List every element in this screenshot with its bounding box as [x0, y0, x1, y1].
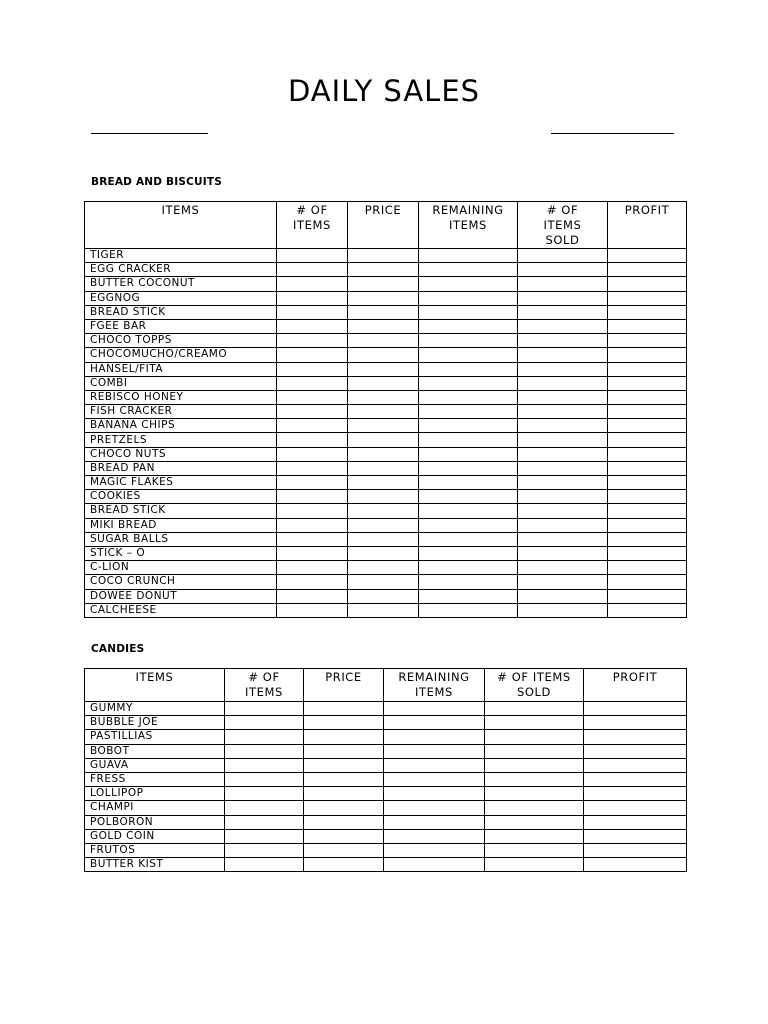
remaining-cell[interactable] — [419, 546, 518, 560]
profit-cell[interactable] — [584, 730, 687, 744]
price-cell[interactable] — [348, 532, 419, 546]
name-blank-line — [551, 119, 674, 134]
table-row — [85, 730, 687, 744]
sold-cell[interactable] — [485, 702, 584, 716]
remaining-cell[interactable] — [419, 433, 518, 447]
remaining-cell[interactable] — [419, 589, 518, 603]
table-row — [85, 376, 687, 390]
price-cell[interactable] — [304, 858, 384, 872]
count-cell[interactable] — [277, 575, 348, 589]
price-cell[interactable] — [348, 405, 419, 419]
page-title: DAILY SALES — [287, 74, 481, 108]
date-blank-line — [91, 119, 208, 134]
sold-cell[interactable] — [518, 476, 608, 490]
price-cell[interactable] — [348, 504, 419, 518]
sold-cell[interactable] — [518, 504, 608, 518]
candies-sales-table — [84, 668, 687, 872]
sold-cell[interactable] — [518, 575, 608, 589]
remaining-cell[interactable] — [419, 476, 518, 490]
price-cell[interactable] — [348, 305, 419, 319]
profit-cell[interactable] — [608, 348, 687, 362]
item-name-cell: EGGNOG — [85, 291, 277, 305]
item-name-cell: CHOCO TOPPS — [85, 334, 277, 348]
sold-cell[interactable] — [518, 603, 608, 617]
item-name-cell: PRETZELS — [85, 433, 277, 447]
table-row — [85, 476, 687, 490]
profit-cell[interactable] — [584, 801, 687, 815]
remaining-cell[interactable] — [419, 263, 518, 277]
item-name-cell: BUTTER KIST — [85, 858, 225, 872]
price-cell[interactable] — [304, 787, 384, 801]
remaining-cell[interactable] — [384, 801, 485, 815]
count-cell[interactable] — [277, 532, 348, 546]
remaining-cell[interactable] — [384, 858, 485, 872]
remaining-cell[interactable] — [384, 758, 485, 772]
profit-cell[interactable] — [608, 319, 687, 333]
count-cell[interactable] — [277, 405, 348, 419]
remaining-cell[interactable] — [419, 561, 518, 575]
count-cell[interactable] — [225, 702, 304, 716]
table-row — [85, 787, 687, 801]
item-name-cell: C-LION — [85, 561, 277, 575]
col-header-remaining: REMAINING ITEMS — [419, 202, 518, 249]
sold-cell[interactable] — [518, 433, 608, 447]
profit-cell[interactable] — [608, 490, 687, 504]
table-row — [85, 561, 687, 575]
profit-cell[interactable] — [584, 858, 687, 872]
profit-cell[interactable] — [608, 334, 687, 348]
remaining-cell[interactable] — [419, 461, 518, 475]
table-row — [85, 843, 687, 857]
item-name-cell: POLBORON — [85, 815, 225, 829]
remaining-cell[interactable] — [384, 829, 485, 843]
price-cell[interactable] — [304, 716, 384, 730]
col-header-profit: PROFIT — [608, 202, 687, 249]
profit-cell[interactable] — [608, 461, 687, 475]
count-cell[interactable] — [225, 772, 304, 786]
table-row — [85, 603, 687, 617]
table-row — [85, 589, 687, 603]
table-row — [85, 815, 687, 829]
price-cell[interactable] — [348, 476, 419, 490]
sold-cell[interactable] — [518, 291, 608, 305]
price-cell[interactable] — [348, 518, 419, 532]
table-row — [85, 277, 687, 291]
sold-cell[interactable] — [518, 348, 608, 362]
price-cell[interactable] — [348, 249, 419, 263]
remaining-cell[interactable] — [419, 362, 518, 376]
item-name-cell: MAGIC FLAKES — [85, 476, 277, 490]
profit-cell[interactable] — [608, 305, 687, 319]
item-name-cell: GOLD COIN — [85, 829, 225, 843]
remaining-cell[interactable] — [384, 744, 485, 758]
table-row — [85, 504, 687, 518]
sold-cell[interactable] — [518, 419, 608, 433]
item-name-cell: BANANA CHIPS — [85, 419, 277, 433]
table-row — [85, 772, 687, 786]
count-cell[interactable] — [225, 744, 304, 758]
profit-cell[interactable] — [608, 504, 687, 518]
price-cell[interactable] — [304, 772, 384, 786]
remaining-cell[interactable] — [384, 815, 485, 829]
sold-cell[interactable] — [518, 362, 608, 376]
table-row — [85, 461, 687, 475]
table-row — [85, 390, 687, 404]
sold-cell[interactable] — [485, 843, 584, 857]
price-cell[interactable] — [348, 277, 419, 291]
remaining-cell[interactable] — [419, 603, 518, 617]
price-cell[interactable] — [348, 433, 419, 447]
sold-cell[interactable] — [518, 589, 608, 603]
sold-cell[interactable] — [485, 744, 584, 758]
table-row — [85, 291, 687, 305]
profit-cell[interactable] — [608, 291, 687, 305]
profit-cell[interactable] — [608, 546, 687, 560]
profit-cell[interactable] — [608, 405, 687, 419]
count-cell[interactable] — [277, 546, 348, 560]
table-row — [85, 758, 687, 772]
count-cell[interactable] — [277, 561, 348, 575]
profit-cell[interactable] — [584, 702, 687, 716]
sold-cell[interactable] — [518, 277, 608, 291]
col-header-remaining: REMAINING ITEMS — [384, 669, 485, 702]
section-title-bread: BREAD AND BISCUITS — [91, 176, 222, 188]
profit-cell[interactable] — [608, 362, 687, 376]
item-name-cell: CALCHEESE — [85, 603, 277, 617]
profit-cell[interactable] — [584, 744, 687, 758]
price-cell[interactable] — [348, 490, 419, 504]
count-cell[interactable] — [225, 858, 304, 872]
item-name-cell: HANSEL/FITA — [85, 362, 277, 376]
sold-cell[interactable] — [518, 405, 608, 419]
remaining-cell[interactable] — [419, 575, 518, 589]
item-name-cell: MIKI BREAD — [85, 518, 277, 532]
count-cell[interactable] — [225, 730, 304, 744]
price-cell[interactable] — [304, 829, 384, 843]
item-name-cell: CHOCOMUCHO/CREAMO — [85, 348, 277, 362]
table-row — [85, 518, 687, 532]
sold-cell[interactable] — [485, 787, 584, 801]
table-row — [85, 532, 687, 546]
remaining-cell[interactable] — [419, 291, 518, 305]
price-cell[interactable] — [348, 589, 419, 603]
table-row — [85, 362, 687, 376]
col-header-items: ITEMS — [85, 669, 225, 702]
price-cell[interactable] — [348, 561, 419, 575]
count-cell[interactable] — [225, 801, 304, 815]
remaining-cell[interactable] — [384, 787, 485, 801]
table-row — [85, 575, 687, 589]
sold-cell[interactable] — [518, 546, 608, 560]
table-row — [85, 305, 687, 319]
sold-cell[interactable] — [485, 716, 584, 730]
sold-cell[interactable] — [518, 461, 608, 475]
profit-cell[interactable] — [608, 603, 687, 617]
price-cell[interactable] — [304, 815, 384, 829]
sold-cell[interactable] — [518, 334, 608, 348]
profit-cell[interactable] — [584, 843, 687, 857]
item-name-cell: CHOCO NUTS — [85, 447, 277, 461]
table-row — [85, 716, 687, 730]
item-name-cell: PASTILLIAS — [85, 730, 225, 744]
remaining-cell[interactable] — [419, 532, 518, 546]
item-name-cell: COOKIES — [85, 490, 277, 504]
item-name-cell: BUTTER COCONUT — [85, 277, 277, 291]
price-cell[interactable] — [348, 362, 419, 376]
price-cell[interactable] — [304, 758, 384, 772]
count-cell[interactable] — [277, 348, 348, 362]
count-cell[interactable] — [277, 447, 348, 461]
price-cell[interactable] — [348, 603, 419, 617]
table-row — [85, 419, 687, 433]
price-cell[interactable] — [348, 263, 419, 277]
item-name-cell: FRESS — [85, 772, 225, 786]
col-header-profit: PROFIT — [584, 669, 687, 702]
profit-cell[interactable] — [584, 758, 687, 772]
table-row — [85, 858, 687, 872]
profit-cell[interactable] — [608, 263, 687, 277]
remaining-cell[interactable] — [419, 305, 518, 319]
remaining-cell[interactable] — [419, 490, 518, 504]
count-cell[interactable] — [277, 305, 348, 319]
count-cell[interactable] — [277, 461, 348, 475]
price-cell[interactable] — [348, 461, 419, 475]
count-cell[interactable] — [277, 249, 348, 263]
profit-cell[interactable] — [608, 575, 687, 589]
sold-cell[interactable] — [518, 263, 608, 277]
count-cell[interactable] — [277, 518, 348, 532]
count-cell[interactable] — [225, 815, 304, 829]
remaining-cell[interactable] — [419, 319, 518, 333]
col-header-price: PRICE — [348, 202, 419, 249]
col-header-sold: # OF ITEMS SOLD — [518, 202, 608, 249]
count-cell[interactable] — [277, 476, 348, 490]
profit-cell[interactable] — [608, 447, 687, 461]
profit-cell[interactable] — [608, 249, 687, 263]
profit-cell[interactable] — [608, 390, 687, 404]
item-name-cell: GUAVA — [85, 758, 225, 772]
sold-cell[interactable] — [485, 829, 584, 843]
table-row — [85, 433, 687, 447]
price-cell[interactable] — [348, 319, 419, 333]
profit-cell[interactable] — [584, 787, 687, 801]
remaining-cell[interactable] — [419, 390, 518, 404]
price-cell[interactable] — [348, 575, 419, 589]
table-row — [85, 334, 687, 348]
table-row — [85, 447, 687, 461]
profit-cell[interactable] — [584, 829, 687, 843]
sold-cell[interactable] — [485, 858, 584, 872]
profit-cell[interactable] — [584, 815, 687, 829]
item-name-cell: BREAD PAN — [85, 461, 277, 475]
price-cell[interactable] — [348, 447, 419, 461]
table-row — [85, 829, 687, 843]
remaining-cell[interactable] — [419, 348, 518, 362]
remaining-cell[interactable] — [419, 504, 518, 518]
item-name-cell: BOBOT — [85, 744, 225, 758]
profit-cell[interactable] — [608, 532, 687, 546]
section-title-candies: CANDIES — [91, 643, 145, 655]
count-cell[interactable] — [277, 291, 348, 305]
sold-cell[interactable] — [485, 730, 584, 744]
profit-cell[interactable] — [608, 476, 687, 490]
sold-cell[interactable] — [485, 758, 584, 772]
count-cell[interactable] — [277, 277, 348, 291]
table-row — [85, 263, 687, 277]
table-row — [85, 801, 687, 815]
table-row — [85, 744, 687, 758]
sold-cell[interactable] — [518, 490, 608, 504]
price-cell[interactable] — [304, 843, 384, 857]
sold-cell[interactable] — [518, 376, 608, 390]
remaining-cell[interactable] — [419, 249, 518, 263]
price-cell[interactable] — [348, 376, 419, 390]
remaining-cell[interactable] — [384, 843, 485, 857]
item-name-cell: FRUTOS — [85, 843, 225, 857]
item-name-cell: COCO CRUNCH — [85, 575, 277, 589]
count-cell[interactable] — [225, 716, 304, 730]
item-name-cell: STICK – O — [85, 546, 277, 560]
table-row — [85, 546, 687, 560]
sold-cell[interactable] — [518, 532, 608, 546]
remaining-cell[interactable] — [384, 730, 485, 744]
count-cell[interactable] — [277, 433, 348, 447]
profit-cell[interactable] — [608, 376, 687, 390]
item-name-cell: EGG CRACKER — [85, 263, 277, 277]
sold-cell[interactable] — [518, 518, 608, 532]
price-cell[interactable] — [304, 744, 384, 758]
profit-cell[interactable] — [608, 277, 687, 291]
item-name-cell: BREAD STICK — [85, 504, 277, 518]
col-header-price: PRICE — [304, 669, 384, 702]
item-name-cell: TIGER — [85, 249, 277, 263]
count-cell[interactable] — [277, 362, 348, 376]
item-name-cell: BUBBLE JOE — [85, 716, 225, 730]
sold-cell[interactable] — [518, 447, 608, 461]
item-name-cell: GUMMY — [85, 702, 225, 716]
count-cell[interactable] — [277, 603, 348, 617]
remaining-cell[interactable] — [419, 518, 518, 532]
sold-cell[interactable] — [518, 390, 608, 404]
remaining-cell[interactable] — [419, 334, 518, 348]
price-cell[interactable] — [348, 546, 419, 560]
remaining-cell[interactable] — [419, 405, 518, 419]
profit-cell[interactable] — [608, 419, 687, 433]
item-name-cell: DOWEE DONUT — [85, 589, 277, 603]
profit-cell[interactable] — [608, 561, 687, 575]
remaining-cell[interactable] — [384, 772, 485, 786]
bread-sales-table — [84, 201, 687, 618]
count-cell[interactable] — [277, 263, 348, 277]
price-cell[interactable] — [348, 419, 419, 433]
count-cell[interactable] — [277, 504, 348, 518]
remaining-cell[interactable] — [419, 419, 518, 433]
count-cell[interactable] — [277, 419, 348, 433]
item-name-cell: REBISCO HONEY — [85, 390, 277, 404]
table-row — [85, 348, 687, 362]
table-header-row — [85, 202, 687, 249]
price-cell[interactable] — [348, 291, 419, 305]
table-row — [85, 702, 687, 716]
item-name-cell: LOLLIPOP — [85, 787, 225, 801]
sold-cell[interactable] — [518, 561, 608, 575]
item-name-cell: SUGAR BALLS — [85, 532, 277, 546]
col-header-items: ITEMS — [85, 202, 277, 249]
price-cell[interactable] — [304, 801, 384, 815]
remaining-cell[interactable] — [419, 447, 518, 461]
count-cell[interactable] — [225, 843, 304, 857]
profit-cell[interactable] — [608, 589, 687, 603]
count-cell[interactable] — [277, 390, 348, 404]
sold-cell[interactable] — [518, 249, 608, 263]
item-name-cell: FISH CRACKER — [85, 405, 277, 419]
price-cell[interactable] — [348, 334, 419, 348]
table-row — [85, 319, 687, 333]
col-header-count: # OF ITEMS — [225, 669, 304, 702]
count-cell[interactable] — [277, 589, 348, 603]
profit-cell[interactable] — [584, 716, 687, 730]
sold-cell[interactable] — [518, 305, 608, 319]
count-cell[interactable] — [277, 376, 348, 390]
count-cell[interactable] — [277, 319, 348, 333]
count-cell[interactable] — [225, 758, 304, 772]
sold-cell[interactable] — [485, 772, 584, 786]
count-cell[interactable] — [225, 829, 304, 843]
sold-cell[interactable] — [518, 319, 608, 333]
remaining-cell[interactable] — [384, 716, 485, 730]
item-name-cell: BREAD STICK — [85, 305, 277, 319]
item-name-cell: CHAMPI — [85, 801, 225, 815]
col-header-count: # OF ITEMS — [277, 202, 348, 249]
sold-cell[interactable] — [485, 801, 584, 815]
remaining-cell[interactable] — [384, 702, 485, 716]
remaining-cell[interactable] — [419, 277, 518, 291]
count-cell[interactable] — [277, 490, 348, 504]
sold-cell[interactable] — [485, 815, 584, 829]
col-header-sold: # OF ITEMS SOLD — [485, 669, 584, 702]
price-cell[interactable] — [304, 730, 384, 744]
count-cell[interactable] — [225, 787, 304, 801]
count-cell[interactable] — [277, 334, 348, 348]
table-header-row — [85, 669, 687, 702]
item-name-cell: FGEE BAR — [85, 319, 277, 333]
item-name-cell: COMBI — [85, 376, 277, 390]
profit-cell[interactable] — [608, 433, 687, 447]
price-cell[interactable] — [348, 390, 419, 404]
table-row — [85, 405, 687, 419]
price-cell[interactable] — [304, 702, 384, 716]
table-row — [85, 490, 687, 504]
price-cell[interactable] — [348, 348, 419, 362]
profit-cell[interactable] — [608, 518, 687, 532]
remaining-cell[interactable] — [419, 376, 518, 390]
profit-cell[interactable] — [584, 772, 687, 786]
table-row — [85, 249, 687, 263]
